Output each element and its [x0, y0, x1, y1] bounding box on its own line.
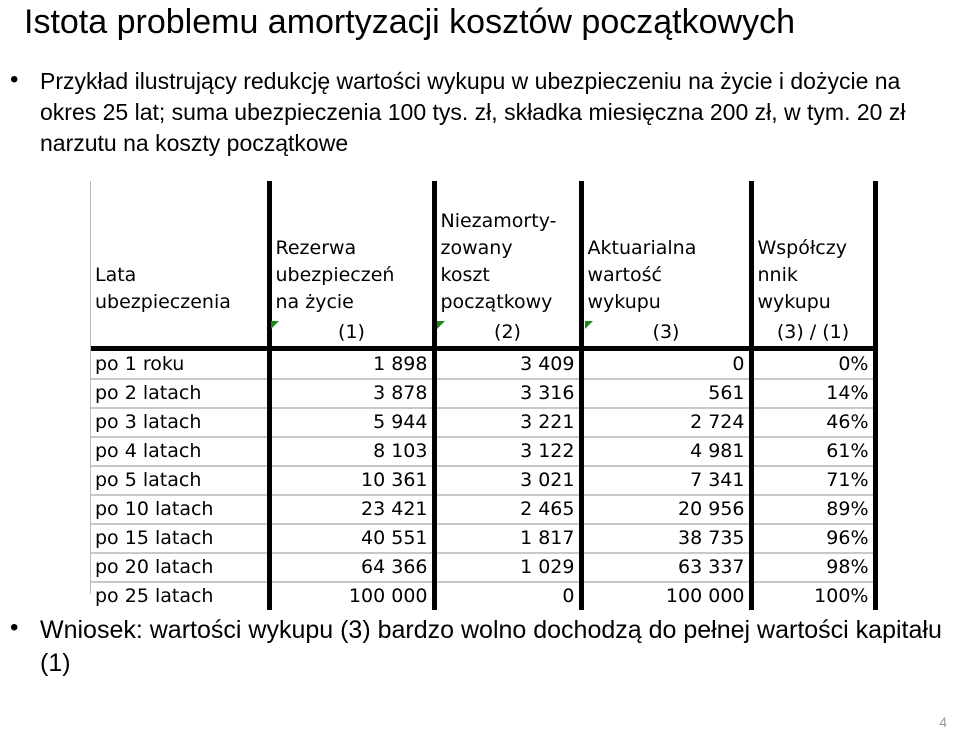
column-header: Lata ubezpieczenia	[91, 181, 269, 319]
surrender-value-table	[90, 181, 875, 607]
table-header-row	[91, 181, 875, 319]
cell-surrender-ratio: 71%	[751, 466, 875, 495]
cell-reserve: 40 551	[269, 524, 434, 553]
cell-surrender-ratio: 61%	[751, 437, 875, 466]
cell-surrender-value: 38 735	[581, 524, 751, 553]
slide-title: Istota problemu amortyzacji kosztów początkowych	[24, 3, 795, 41]
data-table	[91, 181, 878, 610]
cell-initial-cost: 3 221	[434, 408, 581, 437]
column-number	[91, 319, 269, 349]
cell-surrender-value: 2 724	[581, 408, 751, 437]
table-row	[91, 408, 875, 437]
bullet-conclusion	[6, 614, 946, 680]
table-row	[91, 437, 875, 466]
cell-reserve: 23 421	[269, 495, 434, 524]
cell-surrender-value: 63 337	[581, 553, 751, 582]
cell-reserve: 3 878	[269, 379, 434, 408]
cell-surrender-ratio: 89%	[751, 495, 875, 524]
cell-year: po 5 latach	[91, 466, 269, 495]
table-row	[91, 553, 875, 582]
cell-surrender-value: 20 956	[581, 495, 751, 524]
cell-marker-icon	[437, 321, 445, 329]
cell-initial-cost: 2 465	[434, 495, 581, 524]
table-row	[91, 524, 875, 553]
cell-surrender-value: 561	[581, 379, 751, 408]
table-row	[91, 582, 875, 610]
column-header: Aktuarialna wartość wykupu	[581, 181, 751, 319]
bullet-icon: •	[10, 614, 19, 641]
cell-initial-cost: 1 029	[434, 553, 581, 582]
cell-marker-icon	[585, 321, 593, 329]
cell-surrender-value: 100 000	[581, 582, 751, 610]
cell-surrender-value: 7 341	[581, 466, 751, 495]
cell-initial-cost: 3 122	[434, 437, 581, 466]
cell-surrender-ratio: 14%	[751, 379, 875, 408]
cell-initial-cost: 3 316	[434, 379, 581, 408]
cell-year: po 10 latach	[91, 495, 269, 524]
cell-surrender-value: 4 981	[581, 437, 751, 466]
cell-surrender-ratio: 46%	[751, 408, 875, 437]
table-row	[91, 466, 875, 495]
cell-year: po 20 latach	[91, 553, 269, 582]
page-number: 4	[939, 714, 947, 730]
cell-surrender-ratio: 96%	[751, 524, 875, 553]
column-number: (3) / (1)	[751, 319, 875, 349]
cell-initial-cost: 1 817	[434, 524, 581, 553]
column-header: Niezamorty- zowany koszt początkowy	[434, 181, 581, 319]
cell-year: po 1 roku	[91, 349, 269, 380]
cell-year: po 2 latach	[91, 379, 269, 408]
cell-initial-cost: 0	[434, 582, 581, 610]
cell-surrender-ratio: 0%	[751, 349, 875, 380]
cell-initial-cost: 3 409	[434, 349, 581, 380]
cell-initial-cost: 3 021	[434, 466, 581, 495]
bullet-example	[6, 66, 956, 159]
cell-reserve: 10 361	[269, 466, 434, 495]
bullet-icon: •	[10, 66, 19, 93]
column-number: (1)	[269, 319, 434, 349]
column-number: (3)	[581, 319, 751, 349]
table-row	[91, 495, 875, 524]
column-header: Współczy nnik wykupu	[751, 181, 875, 319]
bullet-example-text: Przykład ilustrujący redukcję wartości wykupu w ubezpieczeniu na życie i dożycie na okres 25 lat; suma ubezpieczenia 100 tys. zł, składka miesięczna 200 zł, w tym. 20 zł narzutu na koszty początkowe	[40, 68, 906, 156]
cell-reserve: 64 366	[269, 553, 434, 582]
table-row	[91, 349, 875, 380]
cell-reserve: 1 898	[269, 349, 434, 380]
cell-year: po 4 latach	[91, 437, 269, 466]
cell-year: po 15 latach	[91, 524, 269, 553]
cell-year: po 25 latach	[91, 582, 269, 610]
cell-marker-icon	[271, 321, 279, 329]
cell-surrender-value: 0	[581, 349, 751, 380]
cell-year: po 3 latach	[91, 408, 269, 437]
bullet-conclusion-text: Wniosek: wartości wykupu (3) bardzo wolno dochodzą do pełnej wartości kapitału (1)	[40, 616, 942, 677]
cell-surrender-ratio: 100%	[751, 582, 875, 610]
column-number: (2)	[434, 319, 581, 349]
cell-surrender-ratio: 98%	[751, 553, 875, 582]
cell-reserve: 100 000	[269, 582, 434, 610]
table-row	[91, 379, 875, 408]
cell-reserve: 5 944	[269, 408, 434, 437]
column-header: Rezerwa ubezpieczeń na życie	[269, 181, 434, 319]
cell-reserve: 8 103	[269, 437, 434, 466]
table-column-number-row	[91, 319, 875, 349]
